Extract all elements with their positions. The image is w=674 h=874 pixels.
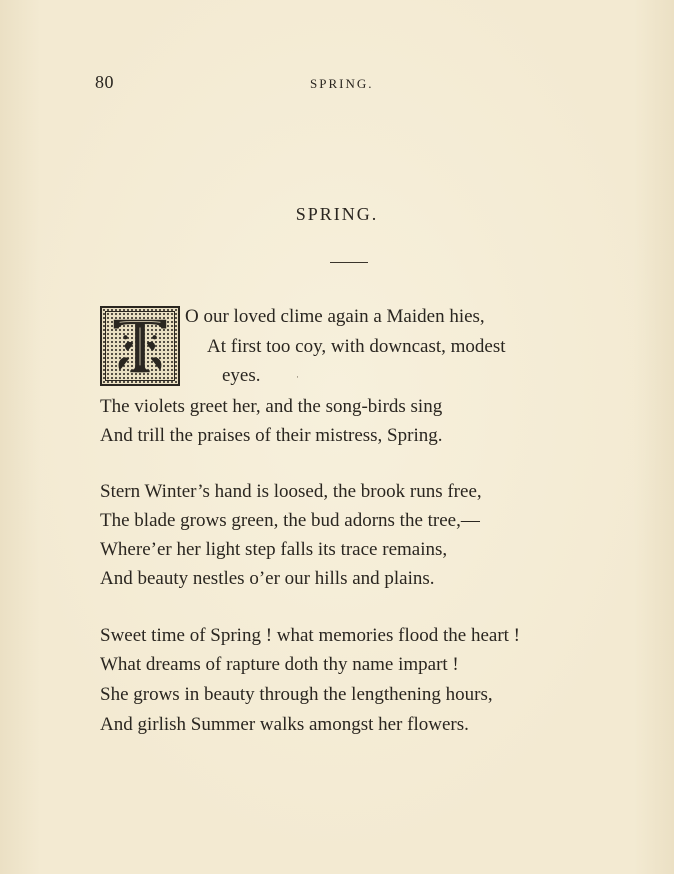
page-number: 80 (95, 72, 114, 92)
stanza-1-line-2: At first too coy, with downcast, modest (207, 336, 506, 357)
stanza-3-line-3: She grows in beauty through the lengthening hours, (100, 684, 493, 705)
stanza-1-line-4: The violets greet her, and the song-birds sing (100, 396, 443, 417)
stanza-3-line-1: Sweet time of Spring ! what memories flood the heart ! (100, 625, 521, 646)
stanza-2-line-1: Stern Winter’s hand is loosed, the brook runs free, (100, 481, 482, 502)
stanza-2-line-2: The blade grows green, the bud adorns the tree,— (100, 510, 480, 531)
initial-ornament-icon (106, 312, 174, 380)
decorated-initial-t (100, 306, 180, 386)
stanza-2-line-4: And beauty nestles o’er our hills and plains. (100, 568, 435, 589)
stanza-3-line-4: And girlish Summer walks amongst her flowers. (100, 714, 469, 735)
title-rule (330, 262, 368, 263)
poem-title: SPRING. (295, 204, 379, 224)
stanza-3-line-2: What dreams of rapture doth thy name impart ! (100, 654, 459, 675)
running-head: SPRING. (310, 76, 374, 91)
stanza-1-line-3: eyes. (222, 365, 261, 386)
stanza-1-line-5: And trill the praises of their mistress, Spring. (100, 425, 443, 446)
stanza-2-line-3: Where’er her light step falls its trace remains, (100, 539, 448, 560)
stray-mark: · (296, 372, 299, 382)
initial-frame (105, 311, 175, 381)
stanza-1-line-1: O our loved clime again a Maiden hies, (185, 306, 485, 327)
